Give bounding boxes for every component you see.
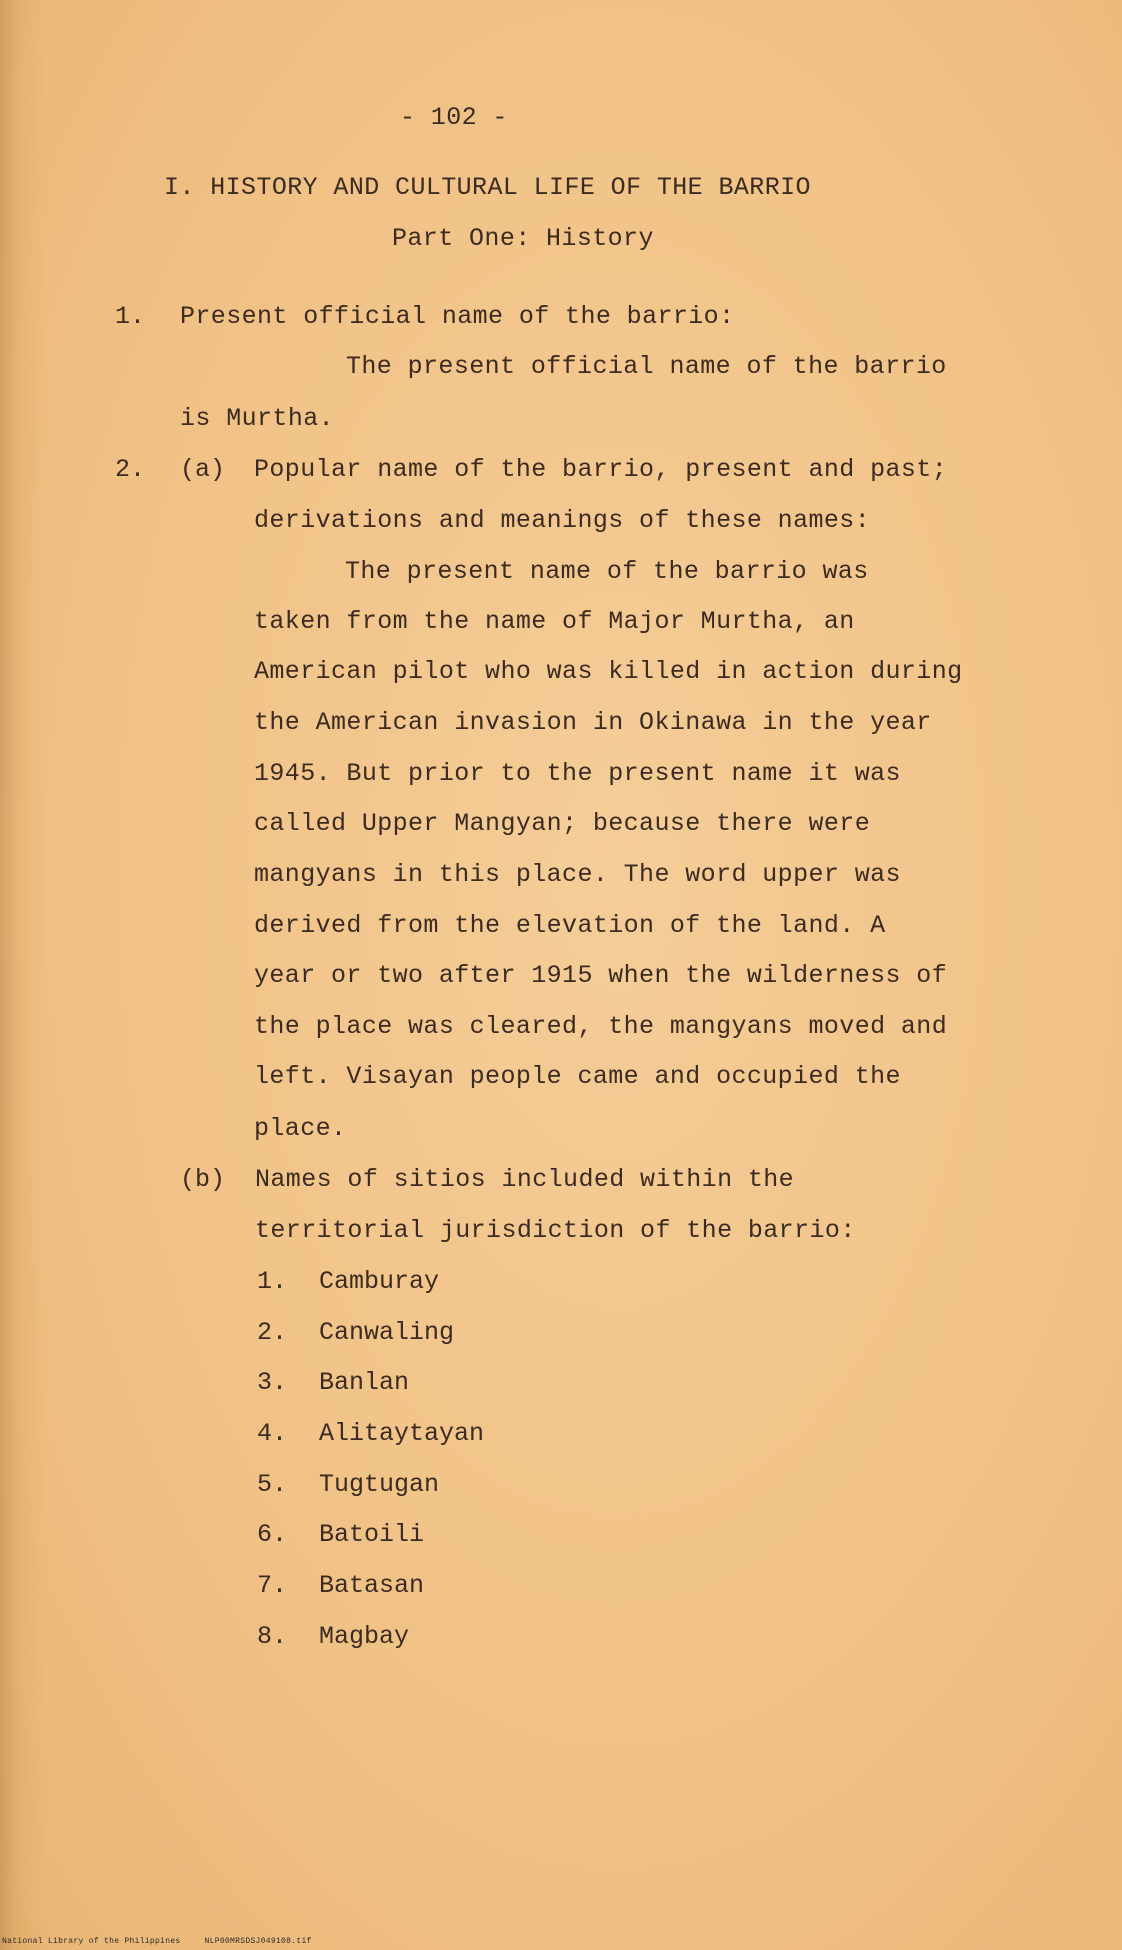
sitio-number: 1. <box>257 1267 288 1296</box>
q2-number: 2. <box>115 455 146 484</box>
q2a-answer-line: American pilot who was killed in action during <box>254 657 963 686</box>
section-heading: I. HISTORY AND CULTURAL LIFE OF THE BARRIO <box>164 173 811 202</box>
q2a-answer-line: taken from the name of Major Murtha, an <box>254 607 855 636</box>
sitio-name: Magbay <box>319 1622 410 1651</box>
sitio-list-item <box>257 1318 454 1348</box>
q2a-question: Popular name of the barrio, present and past; <box>254 455 948 484</box>
q2b-label: (b) <box>180 1165 226 1194</box>
q2a-answer-line: the place was cleared, the mangyans moved and <box>254 1012 948 1041</box>
sitio-number: 5. <box>257 1470 288 1499</box>
sitio-number: 8. <box>257 1622 288 1651</box>
sitio-list-item <box>257 1419 484 1449</box>
q2a-answer-line: left. Visayan people came and occupied the <box>254 1062 901 1091</box>
sitio-name: Banlan <box>319 1368 410 1397</box>
sitio-number: 6. <box>257 1520 288 1549</box>
q1-question: Present official name of the barrio: <box>180 302 735 331</box>
q2a-answer-line: place. <box>254 1114 347 1143</box>
sitio-name: Alitaytayan <box>319 1419 485 1448</box>
q1-answer-line: The present official name of the barrio <box>346 352 947 381</box>
sitio-number: 3. <box>257 1368 288 1397</box>
q2a-answer-line: The present name of the barrio was <box>345 557 869 586</box>
sitio-name: Camburay <box>319 1267 440 1296</box>
sitio-number: 2. <box>257 1318 288 1347</box>
q1-answer-line: is Murtha. <box>180 404 335 433</box>
sitio-list-item <box>257 1622 409 1652</box>
sitio-number: 4. <box>257 1419 288 1448</box>
sitio-name: Batasan <box>319 1571 425 1600</box>
sitio-number: 7. <box>257 1571 288 1600</box>
q2a-question: derivations and meanings of these names: <box>254 506 871 535</box>
sitio-name: Canwaling <box>319 1318 455 1347</box>
q2a-answer-line: derived from the elevation of the land. A <box>254 911 886 940</box>
sitio-list-item <box>257 1470 439 1500</box>
scan-footer <box>2 1937 312 1947</box>
sitio-list-item <box>257 1368 409 1398</box>
sitio-name: Batoili <box>319 1520 425 1549</box>
page-number: - 102 - <box>400 103 508 132</box>
q2a-answer-line: year or two after 1915 when the wilderness of <box>254 961 948 990</box>
sitio-name: Tugtugan <box>319 1470 440 1499</box>
sitio-list-item <box>257 1520 424 1550</box>
footer-filename: NLP00MRSDSJ049108.tif <box>204 1937 312 1946</box>
q2b-question: territorial jurisdiction of the barrio: <box>255 1216 856 1245</box>
q2a-answer-line: called Upper Mangyan; because there were <box>254 809 871 838</box>
footer-library: National Library of the Philippines <box>2 1937 181 1946</box>
q2a-answer-line: the American invasion in Okinawa in the year <box>254 708 932 737</box>
q2a-label: (a) <box>180 455 226 484</box>
q2b-question: Names of sitios included within the <box>255 1165 795 1194</box>
sitio-list-item <box>257 1571 424 1601</box>
q2a-answer-line: mangyans in this place. The word upper was <box>254 860 901 889</box>
q1-number: 1. <box>115 302 146 331</box>
q2a-answer-line: 1945. But prior to the present name it was <box>254 759 901 788</box>
sitio-list-item <box>257 1267 439 1297</box>
part-heading: Part One: History <box>392 224 654 253</box>
